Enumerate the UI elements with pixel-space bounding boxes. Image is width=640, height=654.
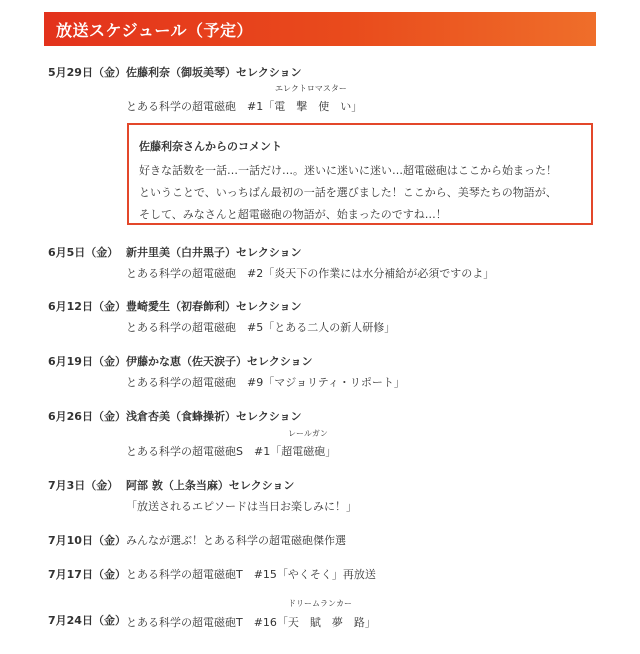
entry-episode: とある科学の超電磁砲S #1「超電磁砲」 [126, 445, 337, 458]
comment-line: 好きな話数を一話…一話だけ…。迷いに迷いに迷い…超電磁砲はここから始まった！ [139, 164, 557, 177]
entry-episode: とある科学の超電磁砲 #5「とある二人の新人研修」 [126, 321, 396, 334]
entry-date: 6月12日（金） [48, 300, 126, 313]
entry-date: 6月26日（金） [48, 410, 126, 423]
entry-selection: 豊崎愛生（初春飾利）セレクション [126, 300, 302, 313]
entry-date: 7月3日（金） [48, 479, 119, 492]
entry-date: 7月17日（金） [48, 568, 126, 581]
entry-date: 6月5日（金） [48, 246, 119, 259]
entry-episode: とある科学の超電磁砲 #9「マジョリティ・リポート」 [126, 376, 405, 389]
entry-selection: 新井里美（白井黒子）セレクション [126, 246, 302, 259]
schedule-header [44, 12, 596, 46]
entry-date: 7月10日（金） [48, 534, 126, 547]
entry-selection: 浅倉杏美（食蜂操祈）セレクション [126, 410, 302, 423]
comment-line: ということで、いっちばん最初の一話を選びました！ここから、美琴たちの物語が、 [139, 186, 557, 199]
page-title: 放送スケジュール（予定） [56, 20, 254, 40]
entry-date: 6月19日（金） [48, 355, 126, 368]
comment-box [127, 123, 593, 225]
entry-selection: 佐藤利奈（御坂美琴）セレクション [126, 66, 302, 79]
entry-episode: とある科学の超電磁砲 #1「電 撃 使 い」 [126, 100, 363, 113]
comment-title: 佐藤利奈さんからのコメント [139, 140, 282, 153]
comment-line: そして、みなさんと超電磁砲の物語が、始まったのですね…！ [139, 208, 447, 221]
episode-ruby: ドリームランカー [288, 599, 352, 608]
entry-episode: とある科学の超電磁砲T #15「やくそく」再放送 [126, 568, 376, 581]
episode-ruby: エレクトロマスター [275, 84, 347, 93]
entry-date: 5月29日（金） [48, 66, 126, 79]
entry-episode: みんなが選ぶ！とある科学の超電磁砲傑作選 [126, 534, 346, 547]
entry-episode: とある科学の超電磁砲 #2「炎天下の作業には水分補給が必須ですのよ」 [126, 267, 495, 280]
entry-episode: とある科学の超電磁砲T #16「天 賦 夢 路」 [126, 616, 376, 629]
entry-selection: 伊藤かな恵（佐天涙子）セレクション [126, 355, 313, 368]
entry-episode: 「放送されるエピソードは当日お楽しみに！」 [126, 500, 357, 513]
entry-date: 7月24日（金） [48, 614, 126, 627]
entry-selection: 阿部 敦（上条当麻）セレクション [126, 479, 295, 492]
episode-ruby: レールガン [288, 429, 328, 438]
